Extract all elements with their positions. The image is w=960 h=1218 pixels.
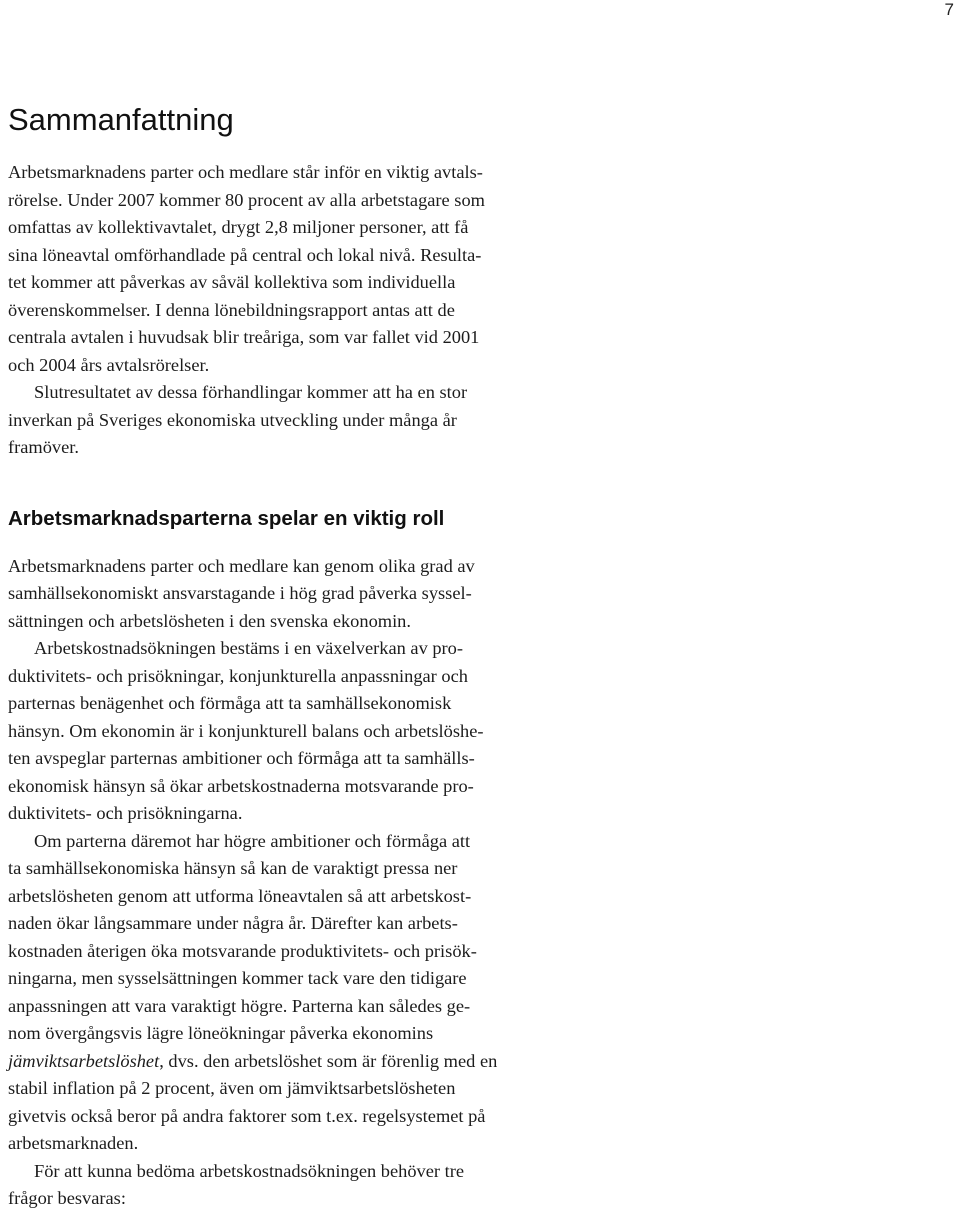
text-line: arbetslösheten genom att utforma löneavtalen så att arbetskost- [8,885,472,906]
text-line: naden ökar långsammare under några år. Därefter kan arbets- [8,913,458,933]
summary-paragraph-2 [8,379,578,462]
body-paragraph-4 [8,1158,578,1213]
text-line: Slutresultatet av dessa förhandlingar kommer att ha en stor [34,382,468,402]
text-line: Arbetsmarknadens parter och medlare står inför en viktig avtals- [8,162,483,182]
text-fragment: , dvs. den arbetslöshet som är förenlig med en [159,1050,498,1071]
text-line: centrala avtalen i huvudsak blir treåriga, som var fallet vid 2001 [8,327,480,347]
text-line: stabil inflation på 2 procent, även om jämviktsarbetslösheten [8,1078,456,1098]
text-line: kostnaden återigen öka motsvarande produktivitets- och prisök- [8,940,477,961]
text-line: ekonomisk hänsyn så ökar arbetskostnaderna motsvarande pro- [8,775,474,796]
text-line: sina löneavtal omförhandlade på central och lokal nivå. Resulta- [8,244,482,265]
text-line: Arbetskostnadsökningen bestäms i en växelverkan av pro- [34,638,464,658]
text-line: arbetsmarknaden. [8,1133,139,1153]
text-line: Om parterna däremot har högre ambitioner och förmåga att [34,830,471,851]
section-heading: Sammanfattning [8,102,234,137]
text-line: överenskommelser. I denna lönebildningsrapport antas att de [8,299,455,320]
text-line: samhällsekonomiskt ansvarstagande i hög grad påverka syssel- [8,583,472,603]
text-line: frågor besvaras: [8,1188,126,1208]
text-line: duktivitets- och prisökningar, konjunkturella anpassningar och [8,665,468,686]
page-number: 7 [944,0,954,19]
text-line: givetvis också beror på andra faktorer som t.ex. regelsystemet på [8,1105,486,1126]
text-line: hänsyn. Om ekonomin är i konjunkturell balans och arbetslöshe- [8,720,484,741]
text-line: ten avspeglar parternas ambitioner och förmåga att ta samhälls- [8,748,475,768]
italic-term: jämviktsarbetslöshet [8,1050,160,1071]
text-line: ta samhällsekonomiska hänsyn så kan de varaktigt pressa ner [8,858,458,878]
text-line: Arbetsmarknadens parter och medlare kan genom olika grad av [8,555,475,576]
text-line: För att kunna bedöma arbetskostnadsökningen behöver tre [34,1160,465,1181]
text-line: anpassningen att vara varaktigt högre. Parterna kan således ge- [8,995,471,1016]
summary-paragraph-1 [8,159,578,379]
text-line: nom övergångsvis lägre löneökningar påverka ekonomins [8,1023,434,1043]
text-line: rörelse. Under 2007 kommer 80 procent av alla arbetstagare som [8,189,485,210]
body-paragraph-3 [8,828,578,1158]
text-line: inverkan på Sveriges ekonomiska utveckling under många år [8,409,457,430]
text-line: omfattas av kollektivavtalet, drygt 2,8 miljoner personer, att få [8,217,469,237]
text-line: ningarna, men sysselsättningen kommer tack vare den tidigare [8,968,467,988]
document-content [8,100,578,1213]
text-line: sättningen och arbetslösheten i den svenska ekonomin. [8,610,411,631]
text-line: och 2004 års avtalsrörelser. [8,354,210,375]
text-line [8,1048,578,1076]
text-line: framöver. [8,437,79,457]
body-paragraph-1 [8,553,578,636]
subsection-heading: Arbetsmarknadsparterna spelar en viktig roll [8,506,445,530]
text-line: tet kommer att påverkas av såväl kollektiva som individuella [8,272,456,292]
text-line: duktivitets- och prisökningarna. [8,803,243,823]
body-paragraph-2 [8,635,578,828]
text-line: parternas benägenhet och förmåga att ta samhällsekonomisk [8,693,452,713]
